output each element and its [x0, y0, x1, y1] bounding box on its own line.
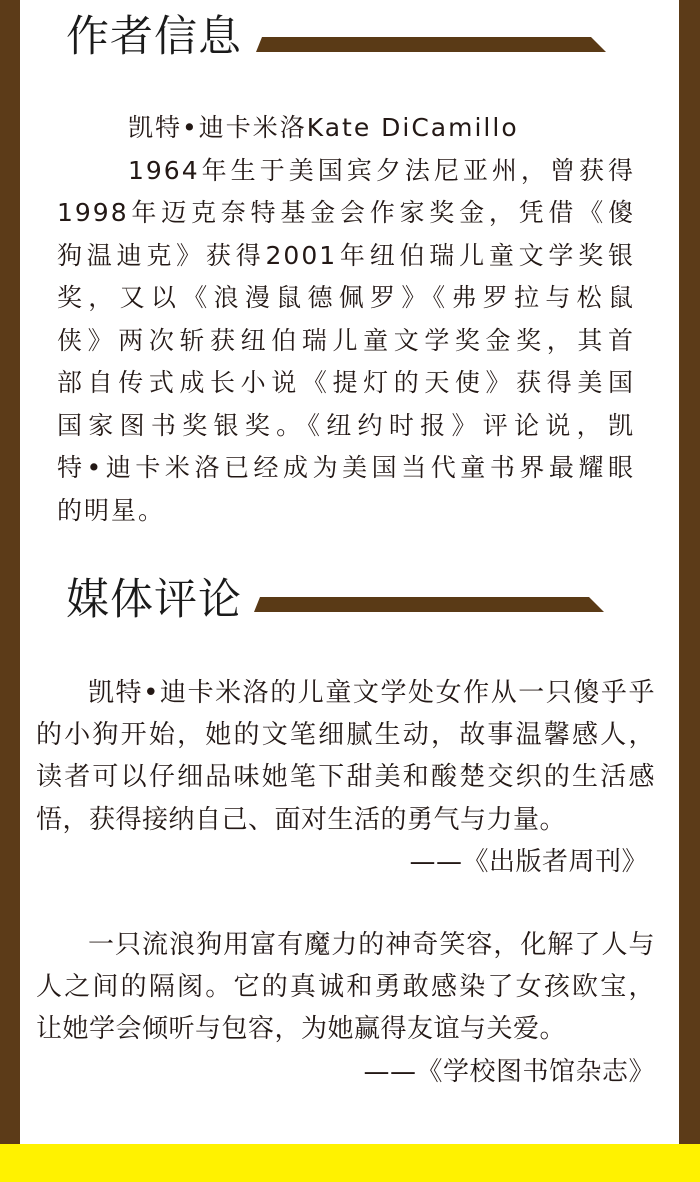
author-bio-line: 国家图书奖银奖。《纽约时报》评论说，凯 — [57, 410, 635, 440]
review-line: 读者可以仔细品味她笔下甜美和酸楚交织的生活感 — [36, 762, 655, 793]
author-bio-line: 特•迪卡米洛已经成为美国当代童书界最耀眼 — [57, 453, 635, 482]
review-block — [36, 672, 655, 883]
author-bio-line: 1998年迈克奈特基金会作家奖金，凭借《傻 — [57, 198, 635, 227]
author-bio — [57, 107, 635, 532]
left-border — [0, 0, 20, 1144]
heading-accent-bar-shape — [254, 597, 604, 612]
section-heading-author-info: 作者信息 — [66, 12, 242, 62]
review-line: 人之间的隔阂。它的真诚和勇敢感染了女孩欧宝， — [36, 972, 655, 1003]
review-block — [36, 924, 655, 1093]
heading-accent-bar — [256, 37, 607, 53]
author-bio-line: 侠》两次斩获纽伯瑞儿童文学奖金奖，其首 — [57, 325, 635, 355]
heading-accent-bar-shape — [256, 37, 606, 52]
review-source: ——《学校图书馆杂志》 — [363, 1056, 655, 1087]
author-bio-line: 部自传式成长小说《提灯的天使》获得美国 — [57, 368, 635, 397]
review-line: 的小狗开始，她的文笔细腻生动，故事温馨感人， — [36, 720, 655, 751]
section-heading-media-reviews: 媒体评论 — [66, 575, 242, 625]
right-border — [679, 0, 700, 1144]
author-bio-line: 狗温迪克》获得2001年纽伯瑞儿童文学奖银 — [57, 240, 635, 270]
review-line: 悟，获得接纳自己、面对生活的勇气与力量。 — [36, 804, 567, 835]
author-bio-line: 奖，又以《浪漫鼠德佩罗》《弗罗拉与松鼠 — [57, 283, 635, 312]
heading-accent-bar — [254, 597, 605, 613]
author-bio-line: 的明星。 — [57, 495, 166, 525]
footer-band — [0, 1144, 700, 1182]
review-line: 一只流浪狗用富有魔力的神奇笑容，化解了人与 — [88, 930, 655, 960]
author-bio-line: 1964年生于美国宾夕法尼亚州，曾获得 — [128, 155, 635, 185]
review-line: 凯特•迪卡米洛的儿童文学处女作从一只傻乎乎 — [88, 678, 655, 708]
author-bio-line: 凯特•迪卡米洛Kate DiCamillo — [128, 113, 519, 142]
review-line: 让她学会倾听与包容，为她赢得友谊与关爱。 — [36, 1014, 567, 1045]
review-source: ——《出版者周刊》 — [409, 846, 648, 877]
